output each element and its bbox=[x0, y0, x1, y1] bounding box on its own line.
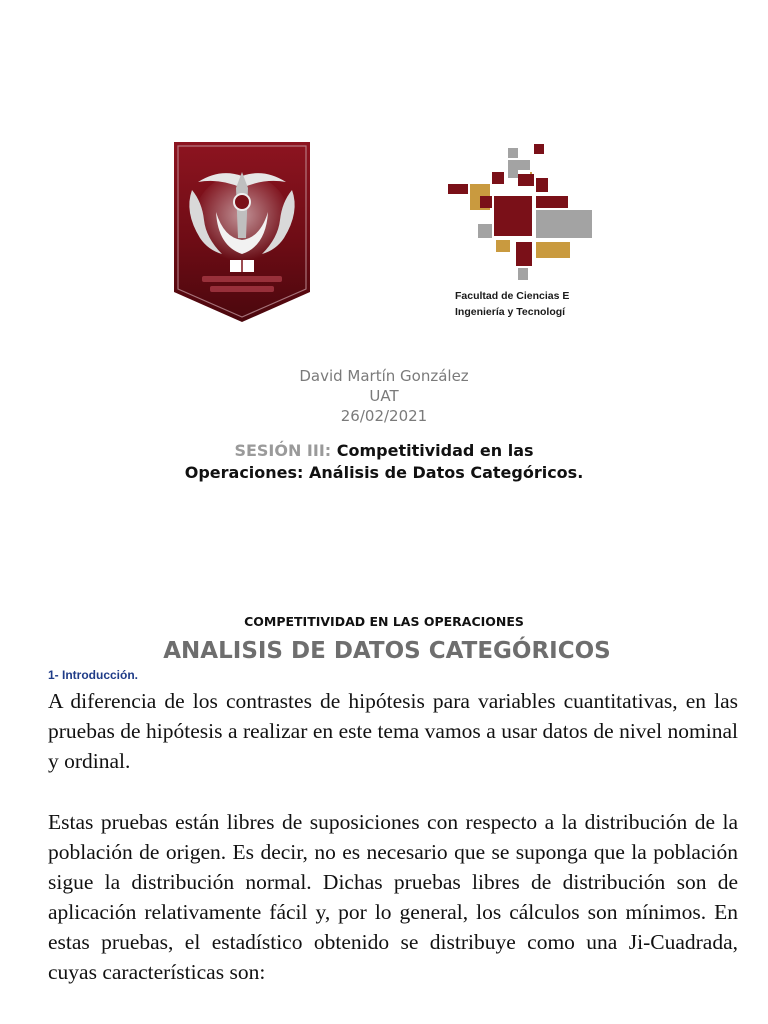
fcei-name-line2: Ingeniería y Tecnologí bbox=[455, 306, 566, 318]
uat-shield-logo-icon bbox=[172, 142, 312, 324]
fcei-name-line1: Facultad de Ciencias E bbox=[455, 290, 570, 302]
session-prefix: SESIÓN III: bbox=[234, 441, 332, 460]
cover-date: 26/02/2021 bbox=[340, 407, 428, 425]
institution-name: UAT bbox=[369, 387, 399, 405]
body-text bbox=[48, 686, 738, 1018]
paragraph-1: A diferencia de los contrastes de hipótesis para variables cuantitativas, en las pruebas de hipótesis a realizar en este tema vamos a usar datos de nivel nominal y ordinal. bbox=[48, 689, 738, 773]
session-title-line1: Competitividad en las bbox=[331, 441, 534, 460]
fcei-mosaic-logo-icon bbox=[446, 144, 596, 282]
fcei-name bbox=[455, 288, 596, 320]
author-name: David Martín González bbox=[299, 367, 469, 385]
session-title bbox=[0, 440, 768, 484]
document-title: ANALISIS DE DATOS CATEGÓRICOS bbox=[163, 638, 611, 664]
cover-info bbox=[0, 366, 768, 484]
section-heading: COMPETITIVIDAD EN LAS OPERACIONES bbox=[244, 614, 524, 629]
fcei-logo bbox=[446, 144, 596, 324]
subsection-heading: 1- Introducción. bbox=[48, 668, 138, 682]
paragraph-2: Estas pruebas están libres de suposiciones con respecto a la distribución de la población de origen. Es decir, no es necesario que se suponga que la población sigue la distribución normal. Dichas pruebas libres de distribución son de aplicación relativamente fácil y, por lo general, los cálculos son mínimos. En estas pruebas, el estadístico obtenido se distribuye como una Ji-Cuadrada, cuyas características son: bbox=[48, 810, 738, 984]
session-title-line2: Operaciones: Análisis de Datos Categóricos. bbox=[184, 463, 584, 482]
